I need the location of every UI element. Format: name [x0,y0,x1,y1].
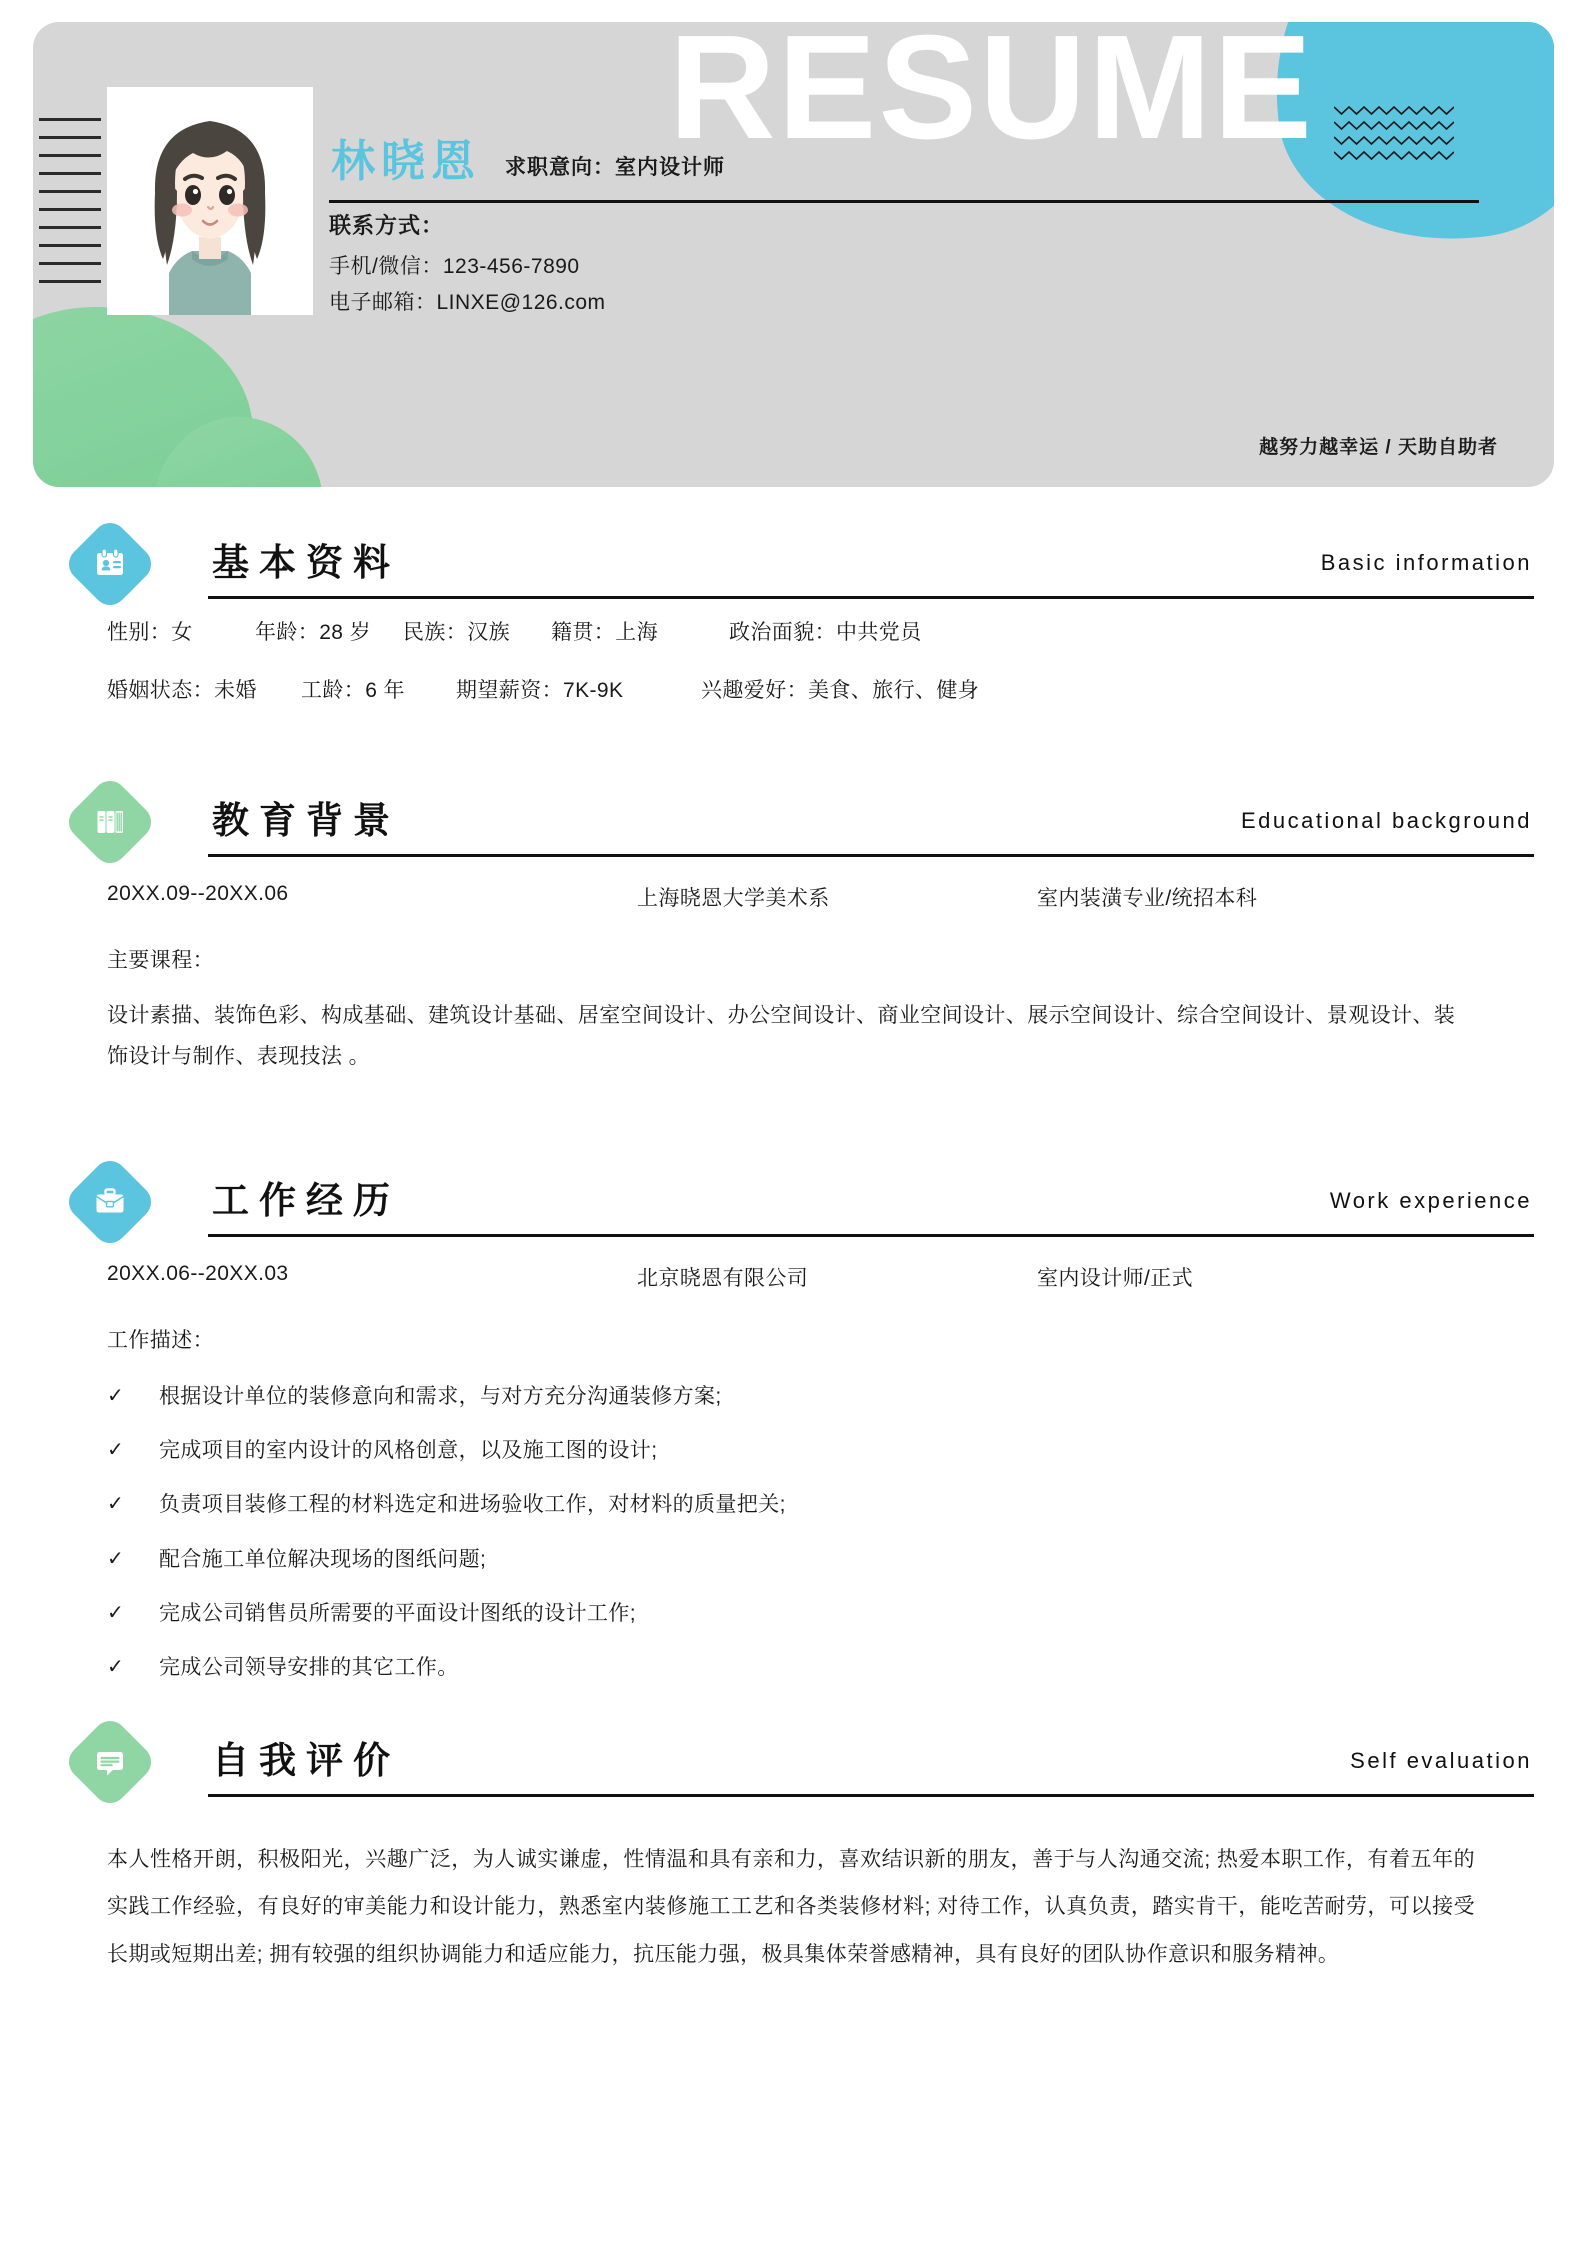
field-salary: 期望薪资：7K-9K [456,679,624,702]
resume-watermark: RESUME [668,22,1314,170]
section-header-basic [0,528,1587,602]
list-item [107,1547,1462,1572]
field-political: 政治面貌：中共党员 [729,621,922,644]
list-item [107,1438,1462,1463]
name-row [331,137,725,186]
id-card-icon [62,516,158,612]
work-bullet-list [107,1384,1462,1709]
contact-email: 电子邮箱：LINXE@126.com [329,291,606,314]
work-entry-meta [107,1262,1507,1292]
avatar [107,87,313,315]
education-major: 室内装潢专业/统招本科 [1037,887,1258,910]
work-bullet-text: 完成公司领导安排的其它工作。 [159,1655,459,1679]
work-bullet-text: 负责项目装修工程的材料选定和进场验收工作，对材料的质量把关; [159,1493,786,1517]
section-work-experience [0,1166,1587,1726]
check-icon: ✓ [107,1547,124,1570]
work-role: 室内设计师/正式 [1037,1267,1194,1290]
zigzag-wave-icon [1334,102,1454,164]
work-date: 20XX.06--20XX.03 [107,1262,289,1285]
candidate-name: 林晓恩 [331,137,481,186]
header-divider [329,200,1479,203]
field-seniority: 工龄：6 年 [301,679,405,702]
work-bullet-text: 根据设计单位的装修意向和需求，与对方充分沟通装修方案; [159,1385,722,1408]
section-title-cn-education: 教育背景 [212,800,400,841]
section-title-cn-work: 工作经历 [212,1180,400,1221]
list-item [107,1492,1462,1517]
work-bullet-text: 配合施工单位解决现场的图纸问题; [159,1547,487,1571]
section-title-en-education: Educational background [1240,808,1532,833]
list-item [107,1384,1462,1409]
courses-text: 设计素描、装饰色彩、构成基础、建筑设计基础、居室空间设计、办公空间设计、商业空间设计、展示空间设计、综合空间设计、景观设计、装饰设计与制作、表现技法 。 [107,1004,1456,1068]
section-title-en-evaluation: Self evaluation [1350,1748,1532,1773]
section-rule-evaluation [208,1794,1534,1797]
field-gender: 性别：女 [107,621,193,644]
briefcase-icon [62,1154,158,1250]
section-header-education [0,786,1587,860]
books-icon [62,774,158,870]
section-title-cn-evaluation: 自我评价 [212,1740,400,1781]
work-company: 北京晓恩有限公司 [637,1267,809,1290]
contact-title: 联系方式： [329,213,445,238]
basic-info-table [107,616,1507,732]
personal-motto: 越努力越幸运 / 天助自助者 [1259,437,1498,458]
basic-info-row [107,616,1507,646]
section-title-cn-basic: 基本资料 [212,542,400,583]
section-header-evaluation [0,1726,1587,1800]
section-title-en-work: Work experience [1329,1188,1532,1213]
check-icon: ✓ [107,1601,124,1624]
section-basic-information [0,528,1587,778]
check-icon: ✓ [107,1655,124,1678]
check-icon: ✓ [107,1493,124,1516]
education-school: 上海晓恩大学美术系 [637,887,830,910]
stripe-decoration [39,118,101,296]
job-objective: 求职意向：室内设计师 [505,156,725,179]
section-header-work [0,1166,1587,1240]
work-bullet-text: 完成公司销售员所需要的平面设计图纸的设计工作; [159,1601,637,1625]
resume-header [33,22,1554,487]
section-title-en-basic: Basic information [1320,550,1532,575]
section-education [0,786,1587,1116]
education-entry-meta [107,882,1507,912]
check-icon: ✓ [107,1385,124,1407]
work-bullet-text: 完成项目的室内设计的风格创意，以及施工图的设计; [159,1439,658,1463]
check-icon: ✓ [107,1439,124,1462]
field-age: 年龄：28 岁 [255,621,371,644]
education-date: 20XX.09--20XX.06 [107,882,289,905]
basic-info-row [107,674,1507,704]
field-marital: 婚姻状态：未婚 [107,679,257,702]
contact-phone: 手机/微信：123-456-7890 [329,255,580,278]
field-hobbies: 兴趣爱好：美食、旅行、健身 [701,679,980,702]
list-item [107,1601,1462,1626]
field-ethnicity: 民族：汉族 [403,621,510,644]
speech-bubble-icon [62,1714,158,1810]
work-desc-label: 工作描述： [107,1329,214,1352]
list-item [107,1655,1462,1680]
field-hometown: 籍贯：上海 [551,621,658,644]
courses-label: 主要课程： [107,949,214,972]
self-evaluation-text: 本人性格开朗，积极阳光，兴趣广泛，为人诚实谦虚，性情温和具有亲和力，喜欢结识新的朋友，善于与人沟通交流; 热爱本职工作，有着五年的实践工作经验，有良好的审美能力和设计能力，熟悉室内装修施工工艺和各类装修材料; 对待工作，认真负责，踏实肯干，能吃苦耐劳，可以接受长期或短期出差; 拥有较强的组织协调能力和适应能力，抗压能力强，极具集体荣誉感精神，具有良好的团队协作意识和服务精神。 [107,1848,1475,1966]
section-self-evaluation [0,1726,1587,2146]
section-rule-education [208,854,1534,857]
section-rule-work [208,1234,1534,1237]
section-rule-basic [208,596,1534,599]
